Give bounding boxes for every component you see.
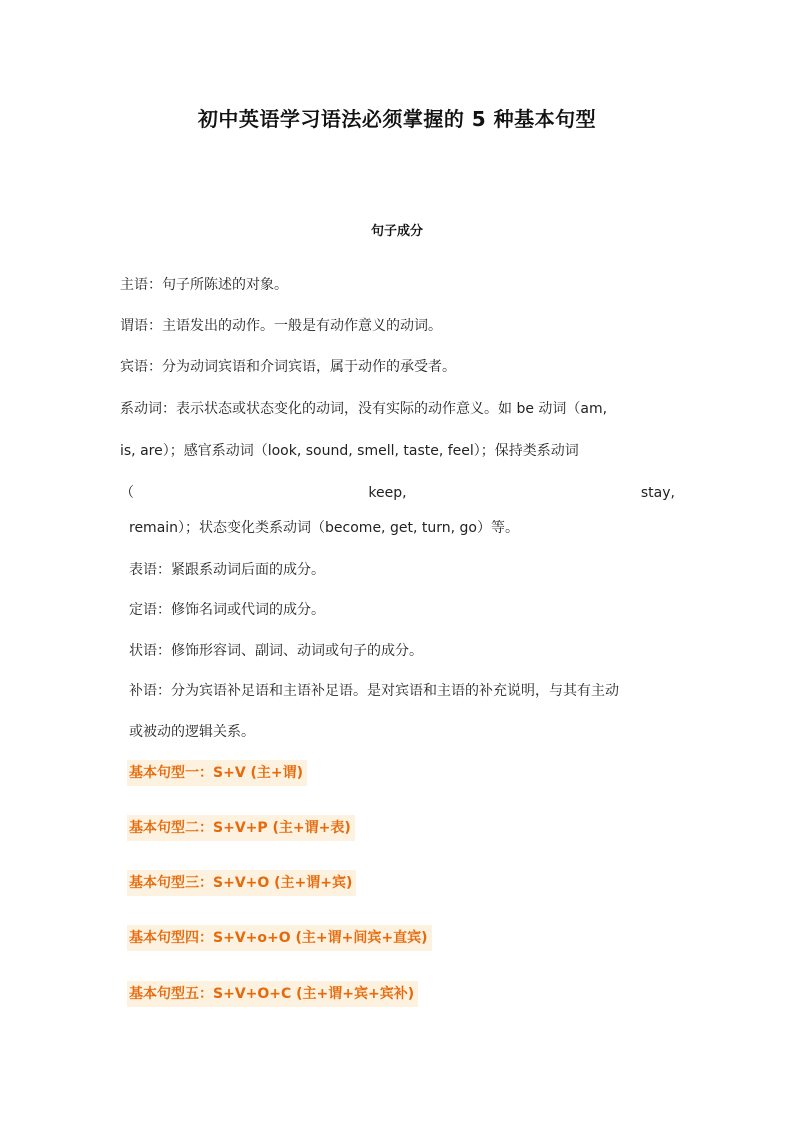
section-title: 句子成分 — [370, 224, 423, 239]
linking-verb-line3-keep: keep, — [368, 485, 407, 501]
definition-linking-verb-line3 — [120, 483, 675, 503]
sentence-pattern-3: 基本句型三：S+V+O (主+谓+宾) — [127, 870, 356, 896]
definition-linking-verb-line1: 系动词：表示状态或状态变化的动词，没有实际的动作意义。如 be 动词（am, — [120, 401, 608, 417]
definition-linking-verb-line2: is, are）；感官系动词（look, sound, smell, taste, feel）；保持类系动词 — [120, 443, 579, 459]
linking-verb-line3-bracket: （ — [120, 485, 134, 501]
definition-adverbial: 状语：修饰形容词、副词、动词或句子的成分。 — [129, 643, 423, 659]
document-title: 初中英语学习语法必须掌握的 5 种基本句型 — [197, 107, 597, 131]
sentence-pattern-5: 基本句型五：S+V+O+C (主+谓+宾+宾补) — [127, 981, 418, 1007]
linking-verb-line3-stay: stay, — [640, 485, 675, 501]
definition-object: 宾语：分为动词宾语和介词宾语，属于动作的承受者。 — [120, 359, 456, 375]
definition-subject: 主语：句子所陈述的对象。 — [120, 277, 288, 293]
definition-complement-line1: 补语：分为宾语补足语和主语补足语。是对宾语和主语的补充说明，与其有主动 — [129, 683, 619, 699]
definition-attributive: 定语：修饰名词或代词的成分。 — [129, 602, 325, 618]
definition-predicate: 谓语：主语发出的动作。一般是有动作意义的动词。 — [120, 318, 442, 334]
definition-complement-line2: 或被动的逻辑关系。 — [129, 724, 255, 740]
definition-linking-verb-line4: remain）；状态变化类系动词（become, get, turn, go）等。 — [129, 520, 519, 536]
sentence-pattern-4: 基本句型四：S+V+o+O (主+谓+间宾+直宾) — [127, 925, 432, 951]
definition-predicative: 表语：紧跟系动词后面的成分。 — [129, 562, 325, 578]
sentence-pattern-2: 基本句型二：S+V+P (主+谓+表) — [127, 815, 355, 841]
sentence-pattern-1: 基本句型一：S+V (主+谓) — [127, 760, 307, 786]
